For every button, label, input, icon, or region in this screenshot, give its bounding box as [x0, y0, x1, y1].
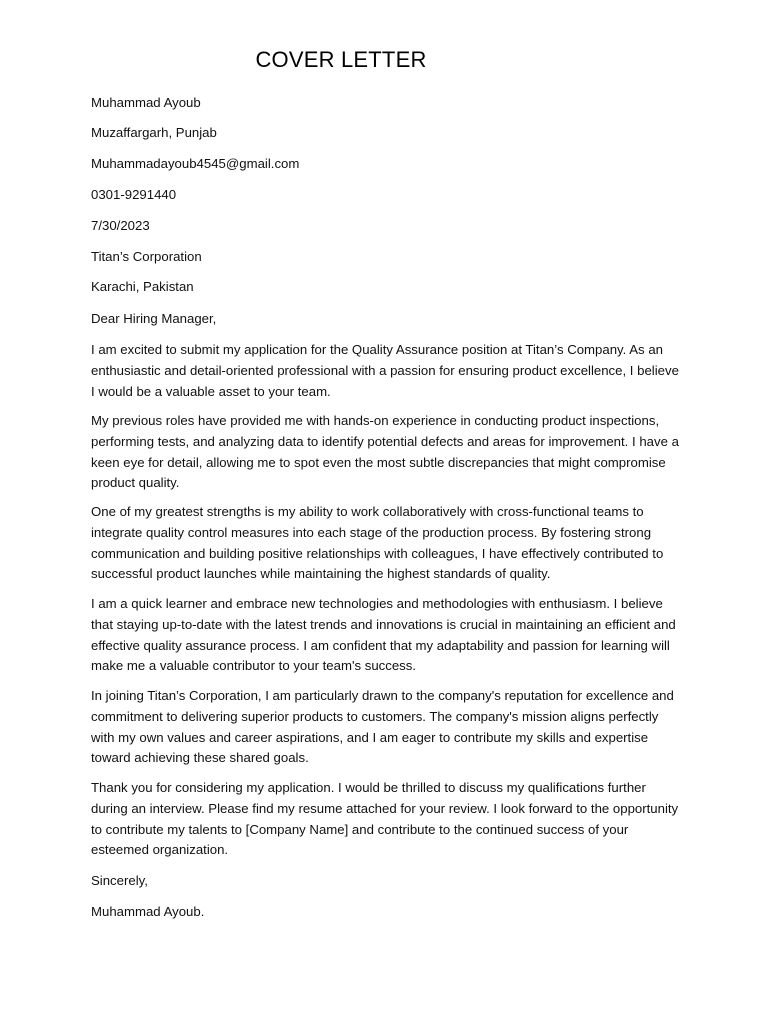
recipient-company: Titan’s Corporation [91, 249, 202, 264]
signature: Muhammad Ayoub. [91, 904, 205, 919]
sender-location: Muzaffargarh, Punjab [91, 125, 217, 140]
body-paragraph-2: My previous roles have provided me with hands-on experience in conducting product inspections, performing tests, and analyzing data to identify potential defects and areas for improvement. I have a keen eye for detail, allowing me to spot even the most subtle discrepancies that might compromise product quality. [91, 413, 679, 491]
sender-name: Muhammad Ayoub [91, 95, 201, 110]
sender-phone: 0301-9291440 [91, 187, 177, 202]
body-paragraph-1: I am excited to submit my application for the Quality Assurance position at Titan’s Company. As an enthusiastic and detail-oriented professional with a passion for ensuring product excellence, I believe I would be a valuable asset to your team. [91, 342, 679, 399]
sender-email: Muhammadayoub4545@gmail.com [91, 156, 300, 171]
letter-date: 7/30/2023 [91, 218, 150, 233]
recipient-location: Karachi, Pakistan [91, 279, 194, 294]
body-paragraph-6: Thank you for considering my application. I would be thrilled to discuss my qualifications further during an interview. Please find my resume attached for your review. I look forward to the opportunity to contribute my talents to [Company Name] and contribute to the continued success of your esteemed organization. [91, 780, 679, 858]
salutation: Dear Hiring Manager, [91, 311, 217, 326]
body-paragraph-4: I am a quick learner and embrace new technologies and methodologies with enthusiasm. I believe that staying up-to-date with the latest trends and innovations is crucial in maintaining an efficient and effective quality assurance process. I am confident that my adaptability and passion for learning will make me a valuable contributor to your team's success. [91, 596, 676, 674]
body-paragraph-5: In joining Titan’s Corporation, I am particularly drawn to the company's reputation for excellence and commitment to delivering superior products to customers. The company's mission aligns perfectly with my own values and career aspirations, and I am eager to contribute my skills and expertise toward achieving these shared goals. [91, 688, 674, 766]
document-title: COVER LETTER [255, 47, 427, 72]
body-paragraph-3: One of my greatest strengths is my ability to work collaboratively with cross-functional teams to integrate quality control measures into each stage of the production process. By fostering strong communication and building positive relationships with colleagues, I have effectively contributed to successful product launches while maintaining the highest standards of quality. [91, 504, 664, 582]
closing: Sincerely, [91, 873, 148, 888]
